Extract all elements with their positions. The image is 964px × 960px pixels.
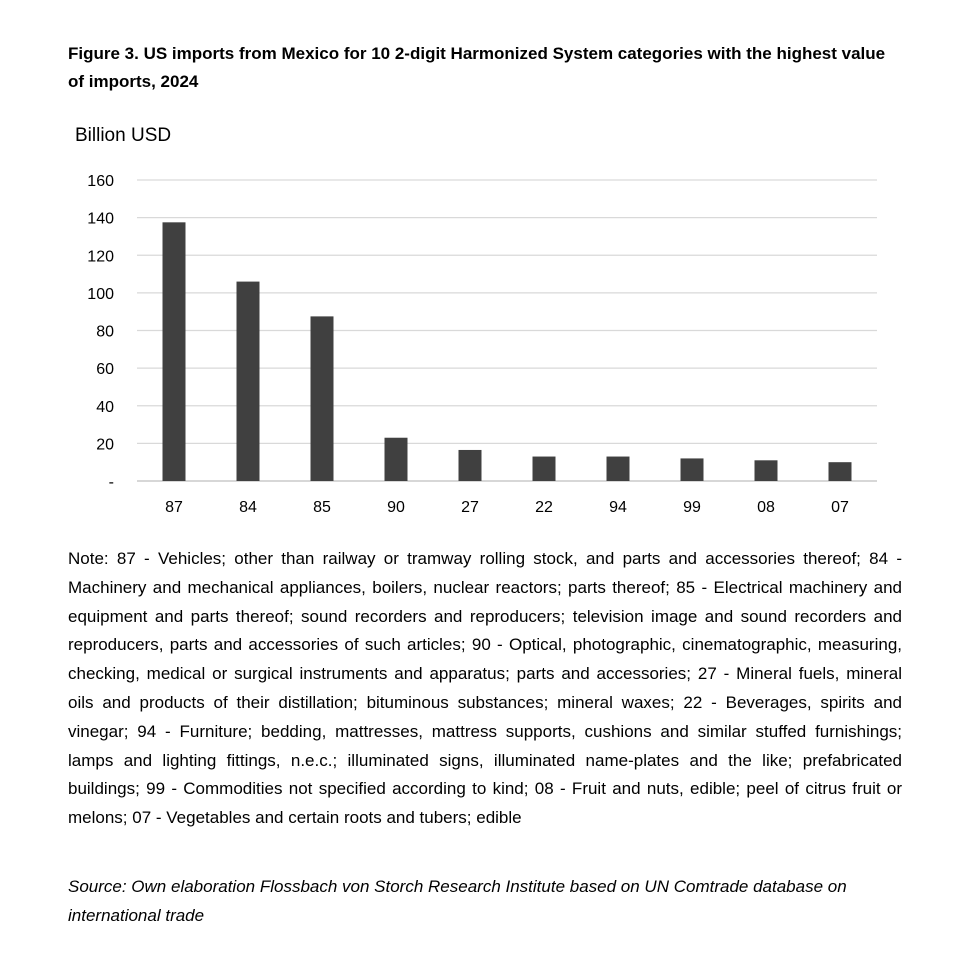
bar-85 bbox=[311, 316, 334, 481]
y-tick-labels bbox=[87, 173, 114, 491]
x-tick-label-87: 87 bbox=[165, 499, 183, 516]
x-tick-label-85: 85 bbox=[313, 499, 331, 516]
figure-title: Figure 3. US imports from Mexico for 10 2-digit Harmonized System categories with the highest value of imports, 2024 bbox=[68, 44, 886, 91]
x-tick-label-08: 08 bbox=[757, 499, 775, 516]
x-tick-label-07: 07 bbox=[831, 499, 849, 516]
chart-note: Note: 87 - Vehicles; other than railway or tramway rolling stock, and parts and accessories thereof; 84 - Machinery and mechanical appliances, boilers, nuclear reactors; parts thereof; 85 - Electrical machinery and equipment and parts thereof; sound recorders and reproducers; television image and sound recorders and reproducers, parts and accessories of such articles; 90 - Optical, photographic, cinematographic, measuring, checking, medical or surgical instruments and apparatus; parts and accessories; 27 - Mineral fuels, mineral oils and products of their distillation; bituminous substances; mineral waxes; 22 - Beverages, spirits and vinegar; 94 - Furniture; bedding, mattresses, mattress supports, cushions and similar stuffed furnishings; lamps and lighting fittings, n.e.c.; illuminated signs, illuminated name-plates and the like; prefabricated buildings; 99 - Commodities not specified according to kind; 08 - Fruit and nuts, edible; peel of citrus fruit or melons; 07 - Vegetables and certain roots and tubers; edible bbox=[68, 549, 902, 828]
bar-27 bbox=[459, 450, 482, 481]
y-tick-label: 160 bbox=[87, 173, 114, 190]
x-tick-label-27: 27 bbox=[461, 499, 479, 516]
bar-84 bbox=[237, 282, 260, 481]
bar-08 bbox=[755, 460, 778, 481]
x-tick-label-84: 84 bbox=[239, 499, 257, 516]
bar-94 bbox=[607, 457, 630, 481]
bar-22 bbox=[533, 457, 556, 481]
x-tick-label-99: 99 bbox=[683, 499, 701, 516]
y-tick-label: - bbox=[108, 474, 114, 491]
bar-90 bbox=[385, 438, 408, 481]
bar-chart bbox=[0, 110, 964, 530]
bar-99 bbox=[681, 458, 704, 481]
bar-07 bbox=[829, 462, 852, 481]
y-tick-label: 40 bbox=[96, 398, 114, 416]
x-tick-label-22: 22 bbox=[535, 499, 553, 516]
bar-87 bbox=[163, 222, 186, 481]
x-tick-label-94: 94 bbox=[609, 499, 627, 516]
bars bbox=[163, 222, 852, 481]
y-tick-label: 80 bbox=[96, 323, 114, 341]
chart-source: Source: Own elaboration Flossbach von Storch Research Institute based on UN Comtrade database on international trade bbox=[68, 877, 847, 925]
y-axis-label: Billion USD bbox=[75, 125, 172, 146]
y-tick-label: 60 bbox=[96, 361, 114, 379]
y-tick-label: 140 bbox=[87, 210, 114, 228]
x-tick-label-90: 90 bbox=[387, 499, 405, 516]
x-tick-labels bbox=[165, 499, 849, 516]
chart-svg bbox=[0, 110, 964, 530]
y-tick-label: 20 bbox=[96, 436, 114, 454]
y-tick-label: 120 bbox=[87, 248, 114, 266]
y-tick-label: 100 bbox=[87, 285, 114, 303]
